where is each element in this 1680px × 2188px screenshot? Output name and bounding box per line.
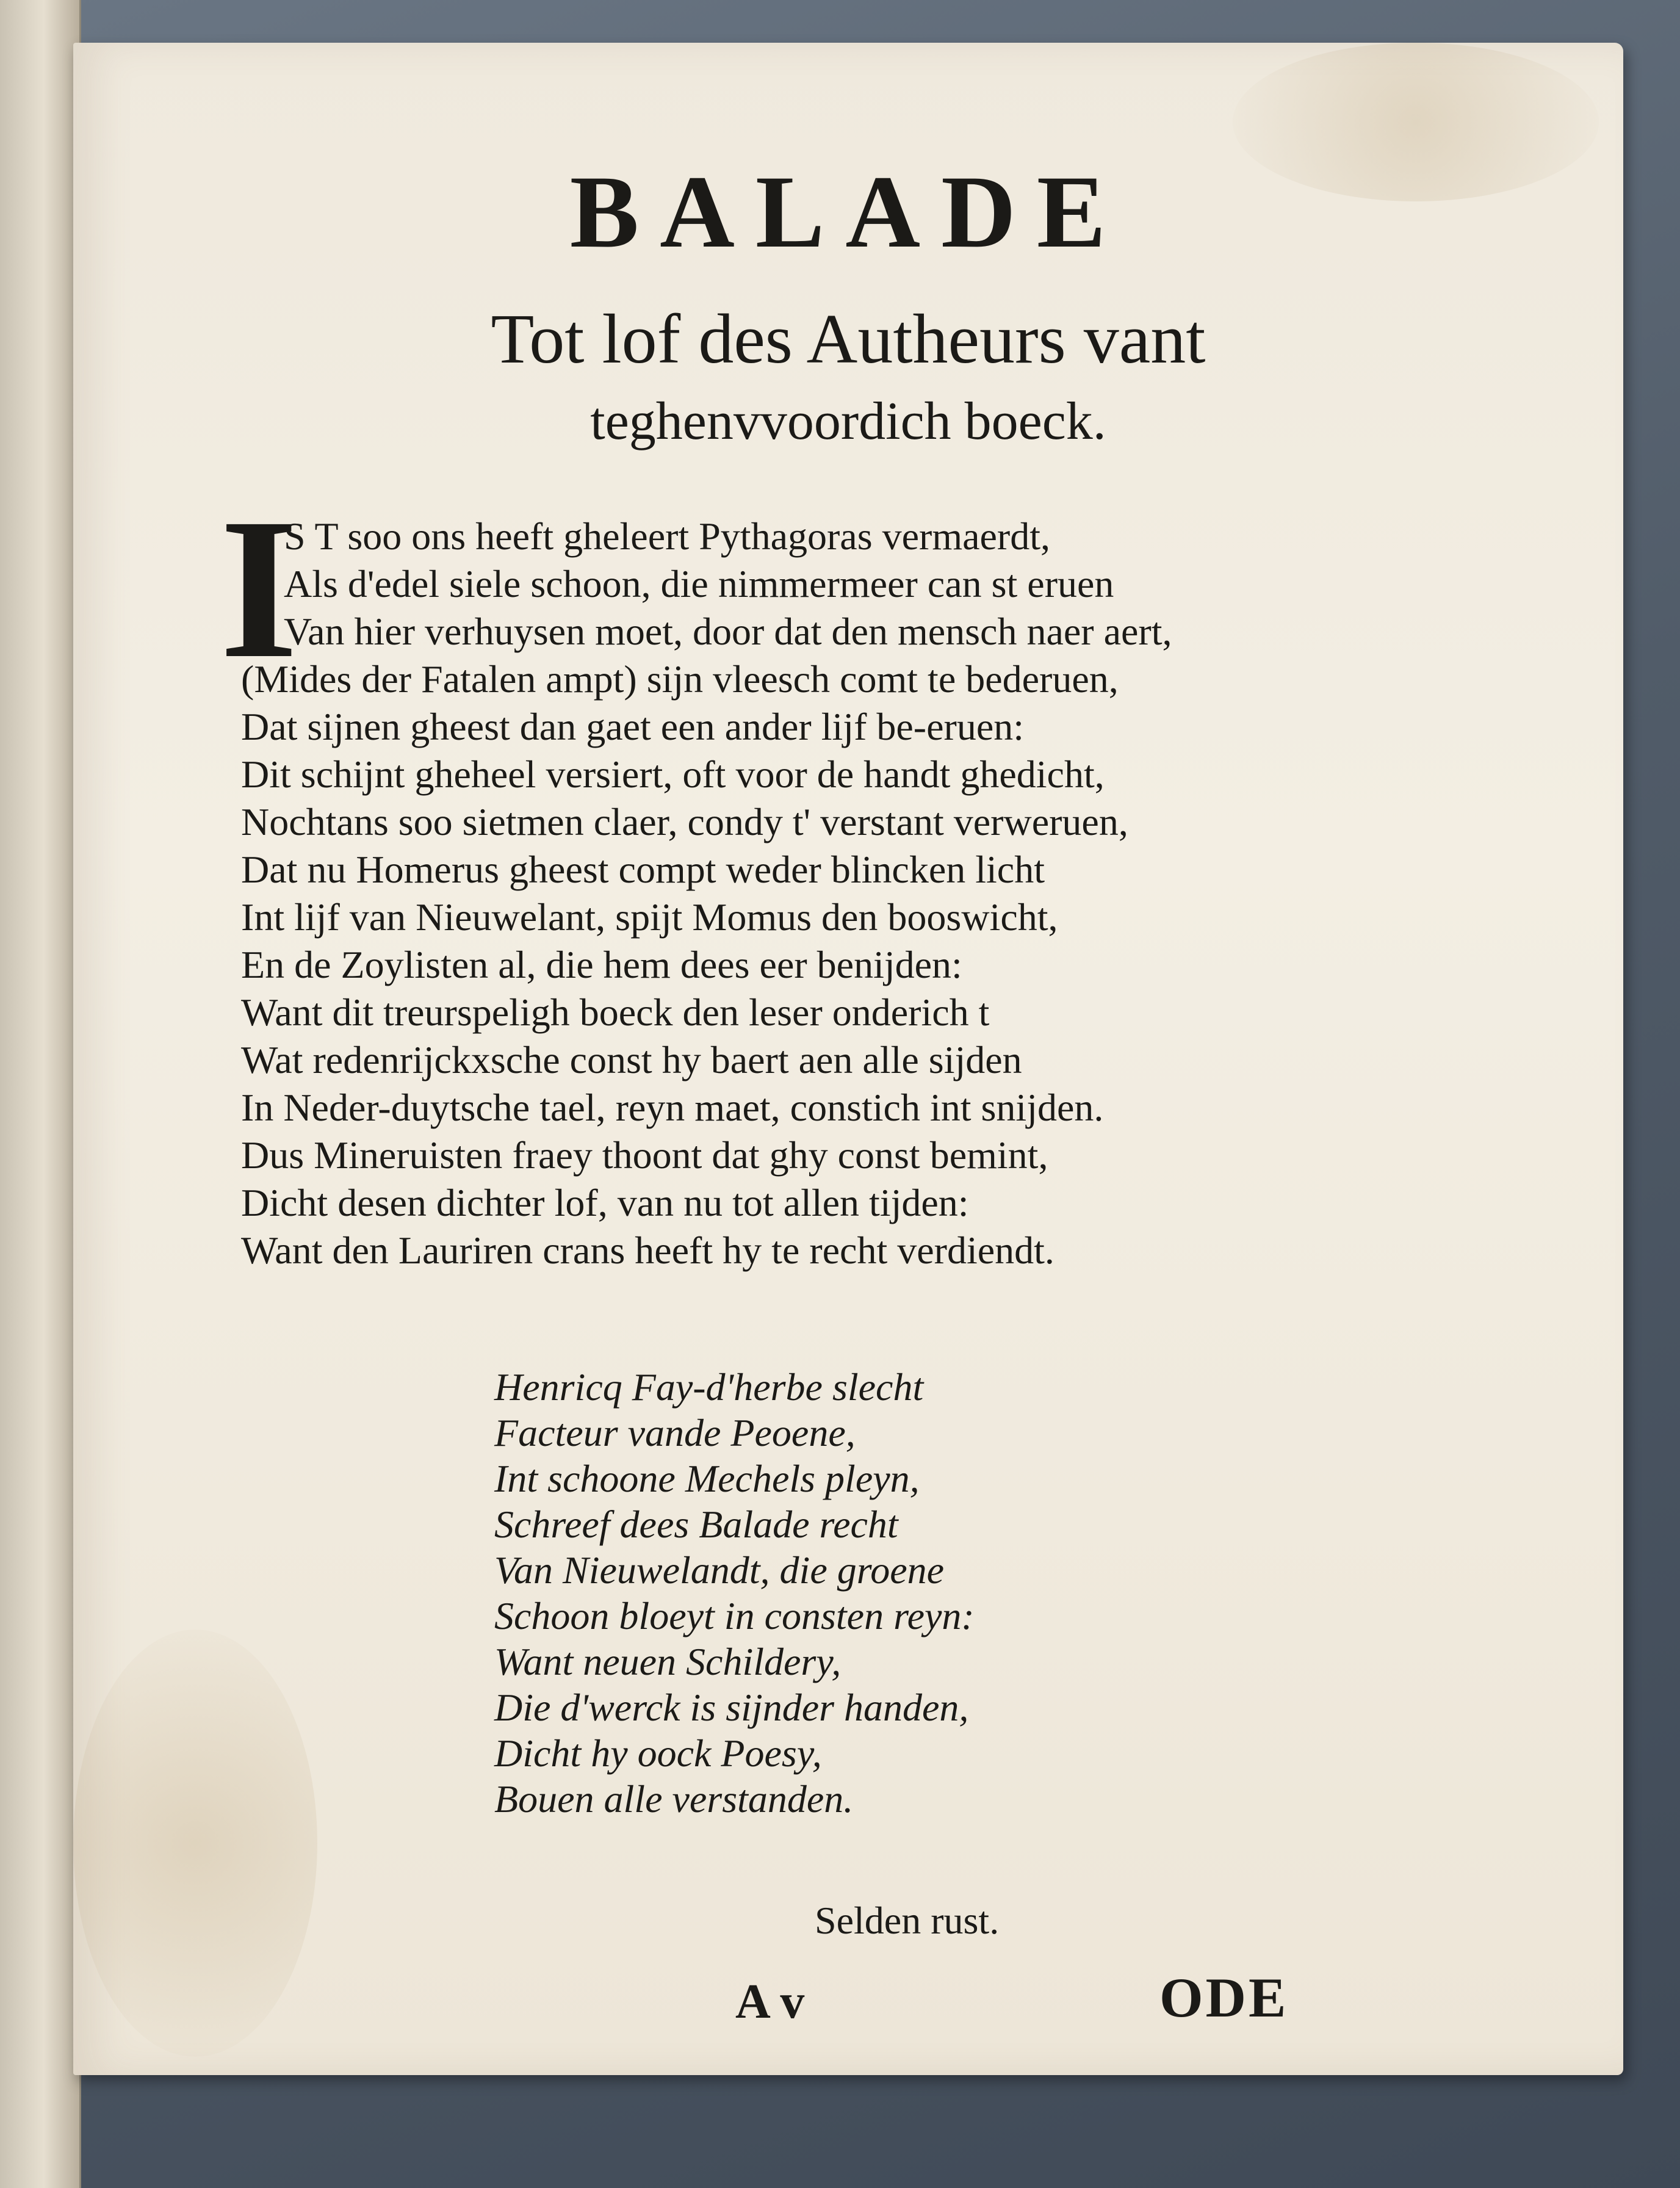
verse-line: Dicht hy oock Poesy,: [494, 1731, 822, 1775]
verse-line: Int schoone Mechels pleyn,: [494, 1457, 920, 1500]
signature-mark: A v: [735, 1975, 805, 2029]
verse-line: Schoon bloeyt in consten reyn:: [494, 1594, 975, 1637]
book-page: [73, 43, 1623, 2075]
poem-line: Dicht desen dichter lof, van nu tot allen tijden:: [241, 1181, 969, 1224]
poem-line: Dit schijnt gheheel versiert, oft voor de handt ghedicht,: [241, 753, 1105, 796]
poem-line: Wat redenrijckxsche const hy baert aen alle sijden: [241, 1038, 1022, 1081]
page-title: BALADE: [569, 154, 1127, 269]
poem-line: Nochtans soo sietmen claer, condy t' verstant verweruen,: [241, 800, 1128, 843]
poem-line: Dat nu Homerus gheest compt weder blincken licht: [241, 848, 1045, 891]
poem-line: Want dit treurspeligh boeck den leser onderich t: [241, 991, 990, 1034]
page-subtitle: Tot lof des Autheurs vant: [491, 300, 1206, 378]
motto: Selden rust.: [815, 1899, 1000, 1942]
drop-initial: I: [220, 477, 298, 700]
left-page-edge: [0, 0, 81, 2188]
catchword: ODE: [1159, 1966, 1289, 2029]
verse-line: Van Nieuwelandt, die groene: [494, 1548, 945, 1592]
poem-line: Int lijf van Nieuwelant, spijt Momus den booswicht,: [241, 895, 1058, 939]
page-subtitle-line2: teghenvvoordich boeck.: [590, 392, 1106, 451]
poem-line: (Mides der Fatalen ampt) sijn vleesch comt te bederuen,: [241, 657, 1119, 701]
poem-line: En de Zoylisten al, die hem dees eer benijden:: [241, 943, 962, 986]
poem-line: Van hier verhuysen moet, door dat den mensch naer aert,: [284, 610, 1172, 653]
verse-line: Facteur vande Peoene,: [494, 1411, 856, 1454]
verse-line: Want neuen Schildery,: [494, 1640, 842, 1683]
verse-line: Bouen alle verstanden.: [494, 1777, 854, 1821]
poem-body: [241, 513, 1172, 1274]
poem-line: Dus Mineruisten fraey thoont dat ghy const bemint,: [241, 1133, 1048, 1177]
poem-line: In Neder-duytsche tael, reyn maet, constich int snijden.: [241, 1086, 1104, 1129]
verse-line: Die d'werck is sijnder handen,: [494, 1686, 969, 1729]
paper-stain: [73, 1630, 317, 2057]
poem-line: Want den Lauriren crans heeft hy te recht verdiendt.: [241, 1229, 1055, 1272]
poem-line: Als d'edel siele schoon, die nimmermeer can st eruen: [284, 562, 1114, 605]
signature-verse: [494, 1364, 975, 1822]
poem-line: S T soo ons heeft gheleert Pythagoras vermaerdt,: [284, 515, 1050, 558]
verse-line: Henricq Fay-d'herbe slecht: [494, 1365, 924, 1409]
verse-line: Schreef dees Balade recht: [494, 1503, 898, 1546]
poem-line: Dat sijnen gheest dan gaet een ander lijf be-eruen:: [241, 705, 1024, 748]
